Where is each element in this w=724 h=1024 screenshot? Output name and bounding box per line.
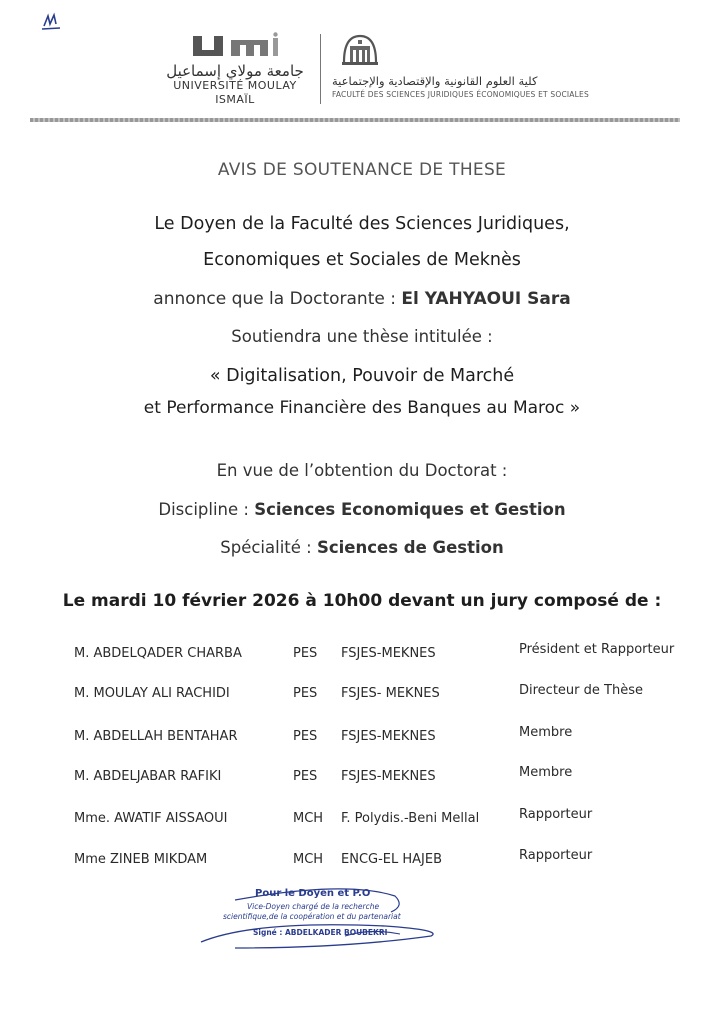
stamp-line-1: Pour le Doyen et P.O bbox=[255, 888, 371, 899]
jury-grade: MCH bbox=[293, 811, 324, 826]
faculty-logo bbox=[338, 32, 382, 70]
specialty-label: Spécialité : bbox=[220, 538, 317, 557]
jury-institution: FSJES-MEKNES bbox=[341, 769, 436, 784]
signature-stamp bbox=[195, 886, 455, 956]
faculty-name-arabic: كلية العلوم القانونية والإقتصادية والإجتماعية bbox=[332, 74, 538, 88]
discipline-line bbox=[0, 500, 724, 519]
jury-institution: ENCG-EL HAJEB bbox=[341, 852, 443, 867]
university-name-arabic: جامعة مولاي إسماعيل bbox=[166, 62, 304, 80]
jury-row bbox=[0, 725, 724, 749]
jury-row bbox=[0, 848, 724, 872]
university-logo bbox=[185, 32, 285, 62]
thesis-intro-line: Soutiendra une thèse intitulée : bbox=[231, 327, 493, 346]
jury-grade: PES bbox=[293, 729, 318, 744]
jury-name: M. ABDELQADER CHARBA bbox=[74, 646, 242, 661]
jury-row bbox=[0, 807, 724, 831]
jury-grade: PES bbox=[293, 686, 318, 701]
jury-role: Rapporteur bbox=[519, 848, 593, 863]
faculty-name-latin: FACULTÉ DES SCIENCES JURIDIQUES ÉCONOMIQUES ET SOCIALES bbox=[332, 90, 589, 99]
thesis-title-line-1: « Digitalisation, Pouvoir de Marché bbox=[209, 366, 515, 386]
header-rule bbox=[30, 118, 680, 122]
jury-role: Directeur de Thèse bbox=[519, 683, 643, 698]
announcement-prefix: annonce que la Doctorante : bbox=[153, 289, 402, 309]
jury-role: Président et Rapporteur bbox=[519, 642, 675, 657]
faculty-block bbox=[330, 30, 589, 110]
stamp-line-3: scientifique,de la coopération et du partenariat bbox=[223, 912, 401, 921]
stamp-line-4: Signé : ABDELKADER BOUBEKRI bbox=[253, 928, 388, 937]
jury-row bbox=[0, 642, 724, 666]
discipline-label: Discipline : bbox=[158, 500, 255, 519]
announcement-line bbox=[0, 289, 724, 309]
jury-name: M. MOULAY ALI RACHIDI bbox=[74, 686, 230, 701]
jury-institution: FSJES-MEKNES bbox=[341, 646, 436, 661]
thesis-title-line-2: et Performance Financière des Banques au Maroc » bbox=[143, 398, 581, 418]
degree-line: En vue de l’obtention du Doctorat : bbox=[216, 461, 508, 480]
jury-name: M. ABDELLAH BENTAHAR bbox=[74, 729, 238, 744]
university-block bbox=[160, 32, 310, 112]
jury-institution: F. Polydis.-Beni Mellal bbox=[341, 811, 480, 826]
specialty-value: Sciences de Gestion bbox=[316, 538, 504, 557]
candidate-name: El YAHYAOUI Sara bbox=[401, 289, 571, 309]
jury-grade: PES bbox=[293, 646, 318, 661]
jury-grade: MCH bbox=[293, 852, 324, 867]
jury-row bbox=[0, 683, 724, 706]
discipline-value: Sciences Economiques et Gestion bbox=[254, 500, 566, 519]
jury-role: Membre bbox=[519, 765, 573, 780]
notice-title: AVIS DE SOUTENANCE DE THESE bbox=[217, 160, 507, 180]
jury-institution: FSJES- MEKNES bbox=[341, 686, 440, 701]
dean-line-1: Le Doyen de la Faculté des Sciences Juridiques, bbox=[154, 214, 570, 234]
jury-name: Mme. AWATIF AISSAOUI bbox=[74, 811, 228, 826]
document-header bbox=[0, 28, 724, 108]
jury-role: Rapporteur bbox=[519, 807, 593, 822]
jury-grade: PES bbox=[293, 769, 318, 784]
jury-name: Mme ZINEB MIKDAM bbox=[74, 852, 208, 867]
jury-row bbox=[0, 765, 724, 789]
specialty-line bbox=[0, 538, 724, 557]
university-name-latin: UNIVERSITÉ MOULAY ISMAÏL bbox=[173, 79, 297, 106]
stamp-line-2: Vice-Doyen chargé de la recherche bbox=[247, 902, 380, 911]
dean-line-2: Economiques et Sociales de Meknès bbox=[203, 250, 521, 270]
jury-institution: FSJES-MEKNES bbox=[341, 729, 436, 744]
defense-date-text: Le mardi 10 février 2026 à 10h00 devant un jury composé de : bbox=[62, 591, 662, 611]
defense-date-line bbox=[0, 591, 724, 611]
header-divider bbox=[320, 34, 321, 104]
jury-name: M. ABDELJABAR RAFIKI bbox=[74, 769, 222, 784]
jury-role: Membre bbox=[519, 725, 573, 740]
